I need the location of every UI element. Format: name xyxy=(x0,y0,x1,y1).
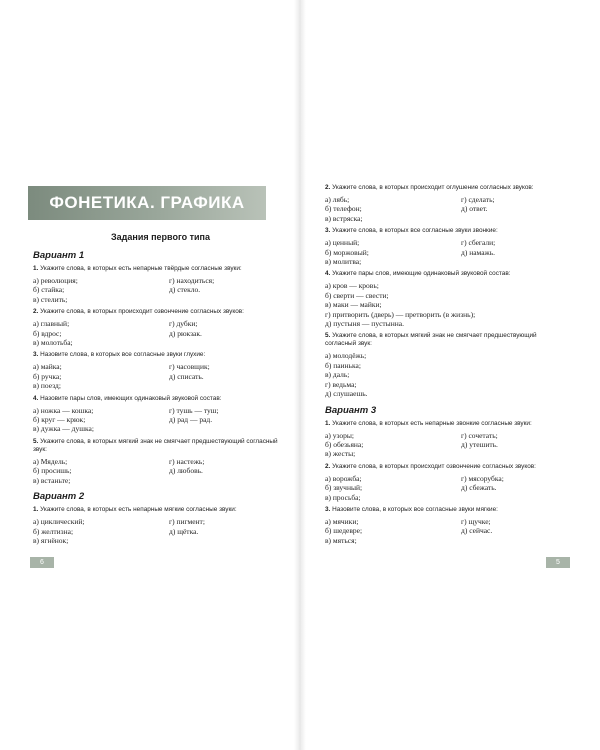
question-v2-5 xyxy=(325,332,565,398)
question-number: 2. xyxy=(325,462,331,470)
question-prompt: Укажите слова, в которых все согласные звуки звонкие: xyxy=(332,227,498,235)
question-v2-1 xyxy=(33,506,288,545)
question-number: 1. xyxy=(33,506,39,514)
answer-options xyxy=(325,474,565,502)
option-b: б) стайка; xyxy=(33,285,65,295)
option-g: г) притворить (дверь) — претворить (в жизнь); xyxy=(325,309,476,319)
option-v: в) встряска; xyxy=(325,213,363,223)
option-b: б) паинька; xyxy=(325,360,361,370)
answer-options xyxy=(325,517,565,545)
question-prompt: Назовите слова, в которых все согласные звуки глухие: xyxy=(40,351,206,359)
option-d: д) пустыня — пустынна. xyxy=(325,319,404,329)
option-d: д) утешить. xyxy=(461,439,498,449)
answer-options xyxy=(325,238,565,266)
option-g: г) сбегали; xyxy=(461,238,496,248)
question-text xyxy=(325,184,565,192)
option-g: г) настежь; xyxy=(169,456,205,466)
right-column xyxy=(325,184,565,549)
question-text xyxy=(33,395,288,403)
option-v: в) дужка — душка; xyxy=(33,424,94,434)
option-b: б) круг — крюк; xyxy=(33,415,86,425)
option-v: в) маки — майки; xyxy=(325,300,382,310)
question-number: 4. xyxy=(33,394,39,402)
answer-options xyxy=(325,351,565,398)
question-number: 5. xyxy=(33,437,39,445)
question-v1-3 xyxy=(33,351,288,390)
option-b: б) вдрос; xyxy=(33,328,62,338)
option-d: д) ответ. xyxy=(461,204,488,214)
answer-options xyxy=(325,195,565,223)
variant-1-title: Вариант 1 xyxy=(33,250,85,261)
option-v: в) молитва; xyxy=(325,257,362,267)
answer-options xyxy=(325,431,565,459)
option-a: а) молодёжь; xyxy=(325,351,367,361)
question-text xyxy=(33,265,288,273)
option-d: д) любовь. xyxy=(169,466,203,476)
right-page xyxy=(300,0,600,750)
option-v: в) молотьба; xyxy=(33,338,73,348)
option-a: а) лябь; xyxy=(325,195,350,204)
question-number: 3. xyxy=(325,505,331,513)
option-a: а) кров — кровь; xyxy=(325,281,379,291)
option-g: г) ведьма; xyxy=(325,379,357,389)
question-v2-2 xyxy=(325,184,565,223)
question-number: 5. xyxy=(325,332,331,340)
option-b: б) сверти — свести; xyxy=(325,290,389,300)
question-prompt: Назовите пары слов, имеющих одинаковый звуковой состав: xyxy=(40,394,222,402)
option-a: а) главный; xyxy=(33,319,70,329)
option-a: а) циклический; xyxy=(33,517,85,527)
option-b: б) телефон; xyxy=(325,204,362,214)
question-text xyxy=(325,270,565,278)
option-b: б) обезьяна; xyxy=(325,439,364,449)
option-d: д) сбежать. xyxy=(461,483,497,493)
question-v3-3 xyxy=(325,506,565,545)
option-a: а) ценный; xyxy=(325,238,360,248)
question-number: 1. xyxy=(33,265,39,272)
question-prompt: Укажите слова, в которых мягкий знак не смягчает предшествующий согласный звук: xyxy=(325,332,537,348)
option-d: д) слушаешь. xyxy=(325,389,368,399)
option-g: г) пигмент; xyxy=(169,517,205,527)
question-prompt: Укажите слова, в которых есть непарные звонкие согласные звуки: xyxy=(332,419,532,427)
option-v: в) стелить; xyxy=(33,294,68,304)
option-a: а) майка; xyxy=(33,362,62,372)
question-v1-2 xyxy=(33,308,288,347)
question-number: 2. xyxy=(33,308,39,316)
chapter-banner: ФОНЕТИКА. ГРАФИКА xyxy=(28,186,266,220)
question-text xyxy=(325,227,565,235)
question-text xyxy=(325,506,565,514)
question-text xyxy=(33,308,288,316)
question-number: 3. xyxy=(33,351,39,359)
option-a: а) мячики; xyxy=(325,516,359,526)
option-v: в) даль; xyxy=(325,370,350,380)
question-text xyxy=(325,420,565,428)
question-v2-4 xyxy=(325,270,565,328)
option-b: б) звучный; xyxy=(325,483,363,493)
question-text xyxy=(325,332,565,348)
answer-options xyxy=(33,457,288,485)
option-g: г) часовщик; xyxy=(169,362,210,372)
option-v: в) мяться; xyxy=(325,535,357,545)
option-a: а) революция; xyxy=(33,276,78,285)
option-g: г) сочетать; xyxy=(461,430,498,440)
question-number: 3. xyxy=(325,227,331,235)
option-d: д) списать. xyxy=(169,371,204,381)
variant-3-title: Вариант 3 xyxy=(325,404,377,416)
option-g: г) дубки; xyxy=(169,319,198,329)
option-v: в) встаньте; xyxy=(33,475,71,485)
answer-options xyxy=(325,281,565,328)
answer-options xyxy=(33,362,288,390)
option-g: г) сделать; xyxy=(461,195,495,204)
question-v2-3 xyxy=(325,227,565,266)
option-g: г) находиться; xyxy=(169,276,215,285)
left-column xyxy=(33,232,288,549)
question-prompt: Укажите пары слов, имеющие одинаковый звуковой состав: xyxy=(332,270,511,278)
option-d: д) рад — рад. xyxy=(169,415,213,425)
option-b: б) желтизна; xyxy=(33,526,74,536)
option-d: д) стекло. xyxy=(169,285,201,295)
question-prompt: Укажите слова, в которых происходит озвончение согласных звуков: xyxy=(40,308,244,316)
question-prompt: Укажите слова, в которых происходит оглушение согласных звуков: xyxy=(332,184,534,191)
option-d: д) намажь. xyxy=(461,247,496,257)
question-prompt: Назовите слова, в которых все согласные звуки мягкие: xyxy=(332,505,498,513)
variant-2-title: Вариант 2 xyxy=(33,491,85,503)
option-g: г) щучке; xyxy=(461,516,491,526)
answer-options xyxy=(33,319,288,347)
option-b: б) ручка; xyxy=(33,371,62,381)
answer-options xyxy=(33,406,288,434)
option-v: в) ягнёнок; xyxy=(33,535,69,545)
option-g: г) тушь — туш; xyxy=(169,405,219,415)
option-a: а) Мядель; xyxy=(33,456,68,466)
answer-options xyxy=(33,517,288,545)
question-prompt: Укажите слова, в которых есть непарные мягкие согласные звуки: xyxy=(40,506,237,514)
question-text xyxy=(33,506,288,514)
page-number-left: 6 xyxy=(30,557,54,568)
page-number-right: 5 xyxy=(546,557,570,568)
question-v1-4 xyxy=(33,395,288,434)
option-b: б) моржовый; xyxy=(325,247,369,257)
question-v3-2 xyxy=(325,463,565,502)
question-prompt: Укажите слова, в которых есть непарные твёрдые согласные звуки: xyxy=(40,265,242,272)
question-prompt: Укажите слова, в которых происходит озвончение согласных звуков: xyxy=(332,462,536,470)
question-v1-1 xyxy=(33,265,288,304)
option-b: б) просишь; xyxy=(33,466,72,476)
question-v3-1 xyxy=(325,420,565,459)
answer-options xyxy=(33,276,288,304)
option-g: г) мясорубка; xyxy=(461,473,504,483)
section-title: Задания первого типа xyxy=(111,232,210,242)
question-prompt: Укажите слова, в которых мягкий знак не смягчает предшествующий согласный звук: xyxy=(33,437,278,453)
option-b: б) шедевре; xyxy=(325,526,363,536)
question-number: 4. xyxy=(325,270,331,278)
option-a: а) узоры; xyxy=(325,430,354,440)
option-d: д) рюкзак. xyxy=(169,328,202,338)
option-d: д) щётка. xyxy=(169,526,199,536)
question-number: 2. xyxy=(325,184,331,191)
option-v: в) просьба; xyxy=(325,492,361,502)
question-text xyxy=(33,351,288,359)
option-v: в) поезд; xyxy=(33,381,61,391)
question-text xyxy=(325,463,565,471)
option-a: а) ножка — кошка; xyxy=(33,405,94,415)
question-number: 1. xyxy=(325,419,331,427)
question-text xyxy=(33,438,288,454)
option-v: в) жесты; xyxy=(325,449,356,459)
question-v1-5 xyxy=(33,438,288,485)
option-a: а) ворожба; xyxy=(325,473,362,483)
option-d: д) сейчас. xyxy=(461,526,493,536)
